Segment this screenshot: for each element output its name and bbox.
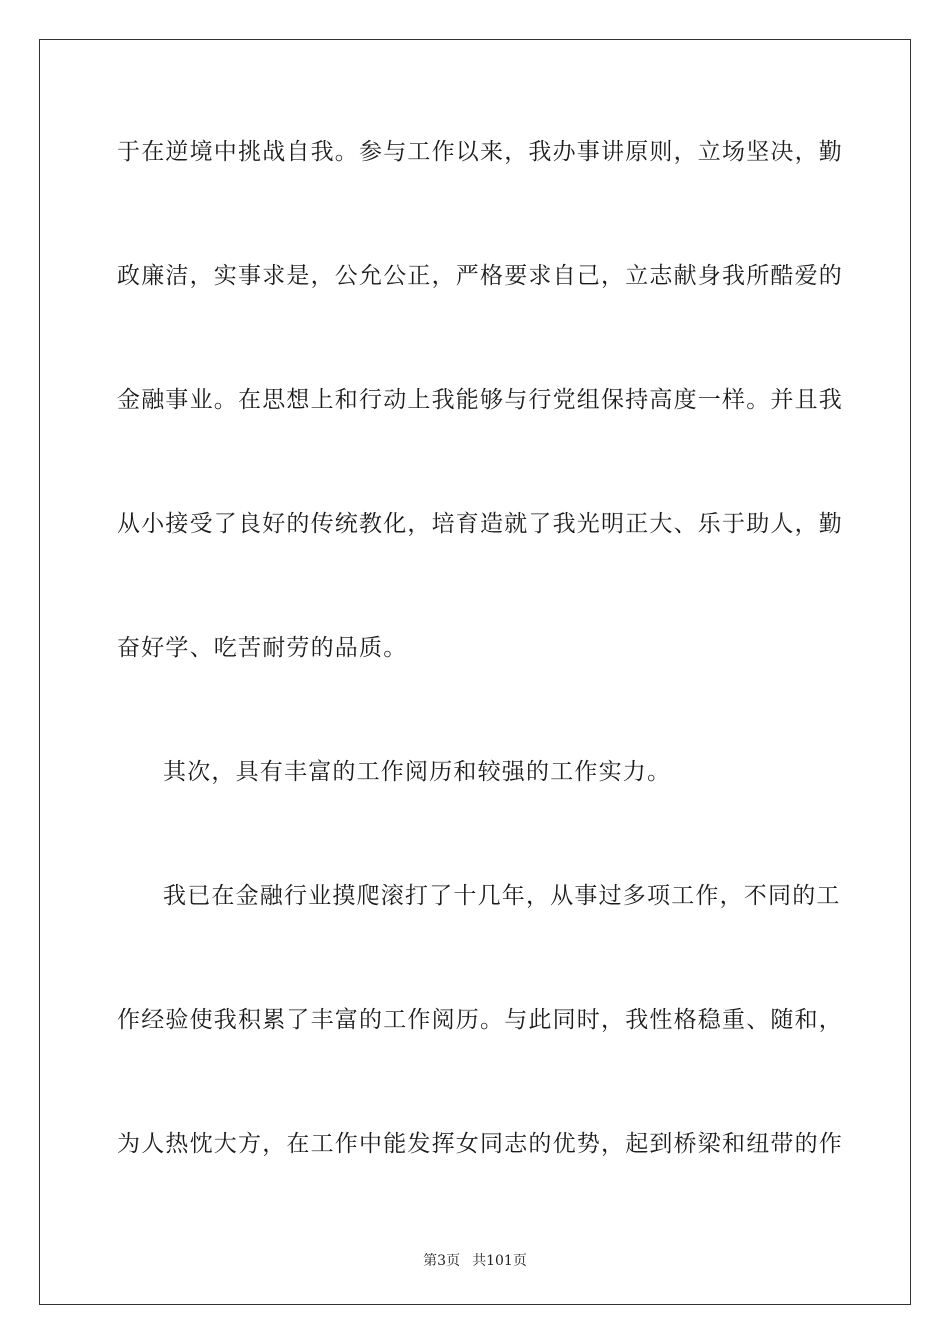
text-line-9: 为人热忱大方，在工作中能发挥女同志的优势，起到桥梁和纽带的作 (117, 1131, 843, 1157)
text-line-8: 作经验使我积累了丰富的工作阅历。与此同时，我性格稳重、随和， (117, 1007, 843, 1033)
page-border (39, 39, 911, 1305)
page-footer (0, 1250, 950, 1270)
text-line-1: 于在逆境中挑战自我。参与工作以来，我办事讲原则，立场坚决，勤 (117, 139, 843, 165)
text-line-2: 政廉洁，实事求是，公允公正，严格要求自己，立志献身我所酷爱的 (117, 263, 843, 289)
text-line-5: 奋好学、吃苦耐劳的品质。 (117, 635, 408, 661)
page-number: 第3页 (423, 1253, 461, 1269)
text-line-6: 其次，具有丰富的工作阅历和较强的工作实力。 (163, 759, 672, 785)
text-line-7: 我已在金融行业摸爬滚打了十几年，从事过多项工作，不同的工 (163, 883, 841, 909)
text-line-3: 金融事业。在思想上和行动上我能够与行党组保持高度一样。并且我 (117, 387, 843, 413)
text-line-4: 从小接受了良好的传统教化，培育造就了我光明正大、乐于助人，勤 (117, 511, 843, 537)
total-pages: 共101页 (472, 1253, 527, 1269)
